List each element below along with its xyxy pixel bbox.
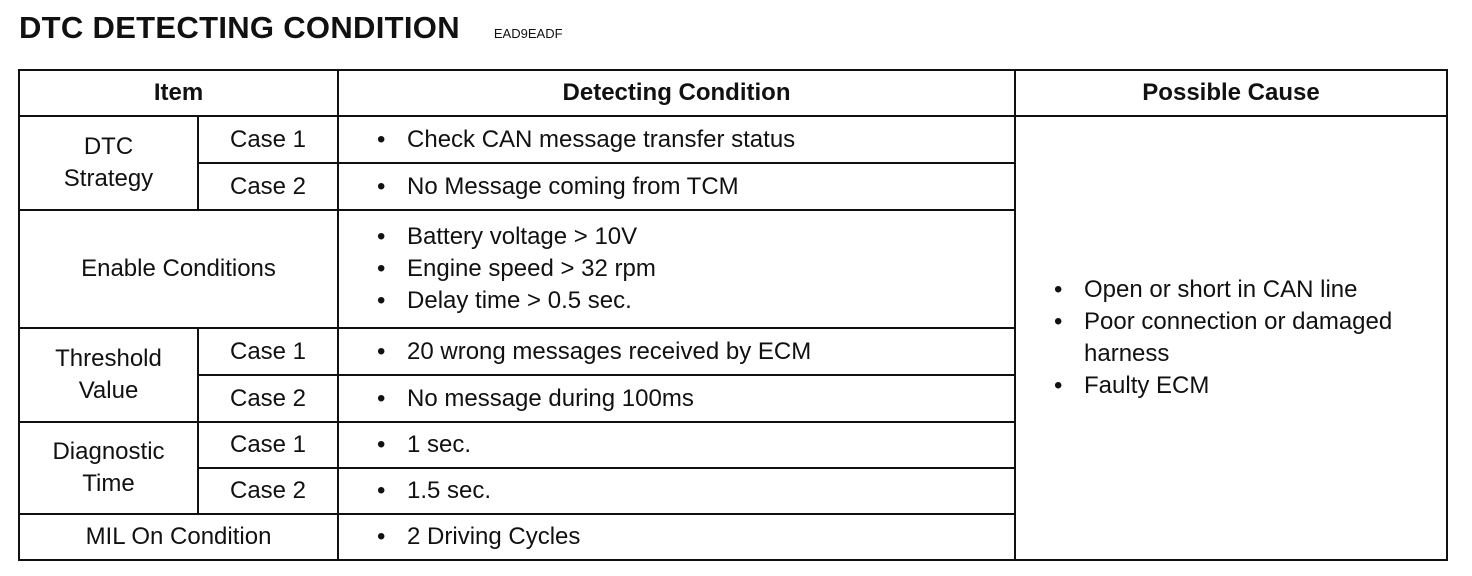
column-header-item: Item: [19, 70, 338, 116]
detecting-condition-cell: [338, 468, 1015, 514]
condition-item: • 2 Driving Cycles: [375, 521, 1014, 553]
condition-item: • 1.5 sec.: [375, 475, 1014, 507]
condition-item: • Delay time > 0.5 sec.: [375, 285, 1014, 317]
case-label: Case 1: [198, 116, 338, 163]
page-heading: [19, 10, 563, 46]
document-code: EAD9EADF: [493, 26, 563, 41]
item-mil-on-condition: MIL On Condition: [19, 514, 338, 560]
case-label: Case 2: [198, 468, 338, 514]
detecting-condition-cell: [338, 116, 1015, 163]
condition-item: • Check CAN message transfer status: [375, 124, 1014, 156]
detecting-condition-cell: [338, 210, 1015, 328]
item-diagnostic-time: [19, 422, 198, 514]
case-label: Case 2: [198, 375, 338, 422]
item-label: DTC Strategy: [63, 133, 154, 192]
condition-item: • 20 wrong messages received by ECM: [375, 336, 1014, 368]
case-label: Case 2: [198, 163, 338, 210]
case-label: Case 1: [198, 422, 338, 468]
case-label: Case 1: [198, 328, 338, 375]
item-label: Threshold Value: [55, 345, 162, 404]
page-title: DTC DETECTING CONDITION: [19, 10, 460, 45]
detecting-condition-cell: [338, 514, 1015, 560]
cause-item: • Poor connection or damaged harness: [1052, 306, 1436, 370]
detecting-condition-cell: [338, 163, 1015, 210]
condition-item: • 1 sec.: [375, 429, 1014, 461]
possible-cause-cell: [1015, 116, 1447, 560]
condition-item: • Battery voltage > 10V: [375, 221, 1014, 253]
column-header-detecting-condition: Detecting Condition: [338, 70, 1015, 116]
table-row-dtc-strategy-case1: [19, 116, 1447, 163]
column-header-possible-cause: Possible Cause: [1015, 70, 1447, 116]
table-header-row: [19, 70, 1447, 116]
item-label: Diagnostic Time: [52, 438, 165, 497]
condition-item: • No Message coming from TCM: [375, 171, 1014, 203]
item-threshold-value: [19, 328, 198, 422]
detecting-condition-cell: [338, 375, 1015, 422]
condition-item: • Engine speed > 32 rpm: [375, 253, 1014, 285]
item-enable-conditions: Enable Conditions: [19, 210, 338, 328]
cause-item: • Faulty ECM: [1052, 370, 1436, 402]
cause-item: • Open or short in CAN line: [1052, 274, 1436, 306]
item-dtc-strategy: [19, 116, 198, 210]
dtc-condition-table: [18, 69, 1448, 561]
detecting-condition-cell: [338, 422, 1015, 468]
condition-item: • No message during 100ms: [375, 383, 1014, 415]
detecting-condition-cell: [338, 328, 1015, 375]
